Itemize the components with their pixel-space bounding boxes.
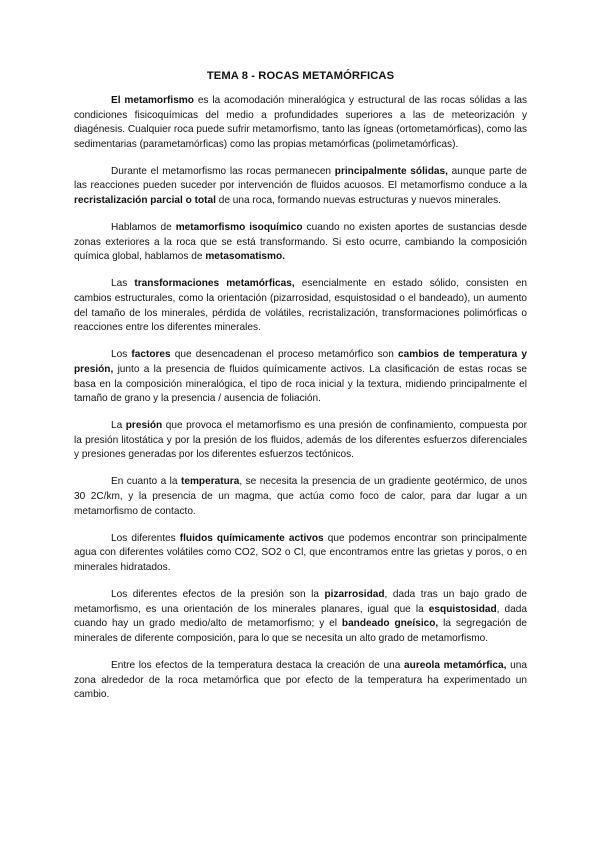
bold-term: metasomatismo. <box>205 251 285 263</box>
text-run: cuando no existen aportes de sustancias desde zonas exteriores a la roca que se está transformando. Si esto ocurre, cambiando la composición química global, hablamos de <box>74 222 527 263</box>
text-run: de una roca, formando nuevas estructuras y nuevos minerales. <box>215 195 501 207</box>
bold-term: esquistosidad <box>428 603 497 615</box>
text-run: Las <box>111 278 135 290</box>
document-body <box>74 94 527 703</box>
paragraph-8 <box>74 532 527 576</box>
text-run: junto a la presencia de fluidos químicamente activos. La clasificación de estas rocas se basa en la composición mineralógica, el tipo de roca inicial y la textura, midiendo principalmente el tamaño de grano y la presencia / ausencia de foliación. <box>74 363 527 405</box>
text-run: que podemos encontrar son principalmente agua con diferentes volátiles como CO2, SO2 o Cl, que encontramos entre las grietas y poros, o en minerales hidratados. <box>74 532 527 573</box>
paragraph-6 <box>74 419 527 463</box>
bold-term: fluidos químicamente activos <box>179 532 324 544</box>
text-run: aunque parte de las reacciones pueden suceder por intervención de fluidos acuosos. El metamorfismo conduce a la <box>74 165 527 192</box>
paragraph-10 <box>74 659 527 703</box>
text-run: la segregación de minerales de diferente composición, para lo que se necesita un alto grado de metamorfismo. <box>74 618 527 644</box>
text-run: es la acomodación mineralógica y estructural de las rocas sólidas a las condiciones fisicoquímicas del medio a profundidades superiores a las de meteorización y diagénesis. Cualquier roca puede sufrir metamorfismo, tanto las ígneas (ortometamórficas), como las sedimentarias (parametamórficas) como las propias metamórficas (polimetamórficas). <box>74 95 527 150</box>
paragraph-4 <box>74 277 527 335</box>
document-title: TEMA 8 - ROCAS METAMÓRFICAS <box>206 70 395 82</box>
text-run: Hablamos de <box>111 222 176 234</box>
bold-term: aureola metamórfica, <box>404 659 507 671</box>
text-run: , se necesita la presencia de un gradiente geotérmico, de unos 30 2C/km, y la presencia de un magma, que actúa como foco de calor, para dar lugar a un metamorfismo de contacto. <box>74 476 527 517</box>
bold-term: bandeado gneísico, <box>341 618 439 630</box>
text-run: Entre los efectos de la temperatura destaca la creación de una <box>111 659 405 671</box>
bold-term: pizarrosidad <box>324 589 385 601</box>
text-run: Los <box>111 349 132 361</box>
text-run: que provoca el metamorfismo es una presión de confinamiento, compuesta por la presión litostática y por la presión de los fluidos, además de los diferentes esfuerzos diferenciales y presiones generadas por los diferentes esfuerzos tectónicos. <box>74 420 527 461</box>
text-run: Los diferentes <box>111 532 180 544</box>
bold-term: El metamorfismo <box>111 95 194 106</box>
paragraph-5 <box>74 348 527 406</box>
text-run: Durante el metamorfismo las rocas permanecen <box>111 165 335 177</box>
bold-term: principalmente sólidas, <box>334 165 448 177</box>
text-run: , dada cuando hay un grado medio/alto de metamorfismo; y el <box>74 603 527 630</box>
text-run: Los diferentes efectos de la presión son la <box>111 589 325 601</box>
text-run: que desencadenan el proceso metamórfico son <box>170 349 398 361</box>
bold-term: cambios de temperatura y presión, <box>74 349 527 375</box>
paragraph-3 <box>74 221 527 265</box>
paragraph-2 <box>74 165 527 209</box>
bold-term: presión <box>125 420 163 432</box>
bold-term: transformaciones metamórficas, <box>134 278 295 290</box>
text-run: En cuanto a la <box>111 476 181 488</box>
text-run: esencialmente en estado sólido, consisten en cambios estructurales, como la orientación (pizarrosidad, esquistosidad o el bandeado), un aumento del tamaño de los minerales, pérdida de volátiles, recristalización, transformaciones polimórficas o reacciones entre los diferentes minerales. <box>74 278 527 334</box>
paragraph-7 <box>74 475 527 519</box>
bold-term: metamorfismo isoquímico <box>175 222 303 234</box>
text-run: La <box>111 420 126 432</box>
bold-term: recristalización parcial o total <box>74 195 216 207</box>
bold-term: temperatura <box>180 476 240 488</box>
text-run: una zona alrededor de la roca metamórfica que por efecto de la temperatura ha experimentado un cambio. <box>74 659 527 701</box>
text-run: , dada tras un bajo grado de metamorfismo, es una orientación de los minerales planares, igual que la <box>74 589 528 615</box>
bold-term: factores <box>131 349 171 361</box>
paragraph-1 <box>74 94 527 152</box>
paragraph-9 <box>74 588 527 646</box>
